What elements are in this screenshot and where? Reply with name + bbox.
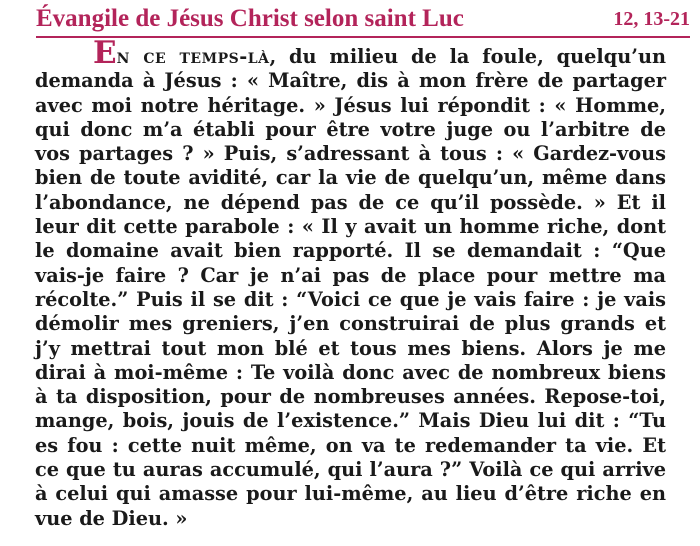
passage-body: , du milieu de la foule, quelqu’un demanda à Jésus : « Maître, dis à mon frère de partager avec moi notre héritage. » Jésus lui répondit : « Homme, qui donc m’a établi pour être votre juge ou l’arbitre de vos partages ? » Puis, s’adressant à tous : « Gardez-vous bien de toute avidité, car la vie de quelqu’un, même dans l’abondance, ne dépend pas de ce qu’il possède. » Et il leur dit cette parabole : « Il y avait un homme riche, dont le domaine avait bien rapporté. Il se demandait : “Que vais-je faire ? Car je n’ai pas de place pour mettre ma récolte.” Puis il se dit : “Voici ce que je vais faire : je vais démolir mes greniers, j’en construirai de plus grands et j’y mettrai tout mon blé et tous mes biens. Alors je me dirai à moi-même : Te voilà donc avec de nombreux biens à ta disposition, pour de nombreuses années. Repose-toi, mange, bois, jouis de l’existence.” Mais Dieu lui dit : “Tu es fou : cette nuit même, on va te redemander ta vie. Et ce que tu auras accumulé, qui l’aura ?” Voilà ce qui arrive à celui qui amasse pour lui-même, au lieu d’être riche en vue de Dieu. » [35,45,666,530]
page-header [36,4,690,34]
drop-cap: E [93,35,117,71]
verse-reference: 12, 13-21 [613,8,690,30]
gospel-title: Évangile de Jésus Christ selon saint Luc [36,5,464,32]
gospel-passage [35,35,666,531]
opening-phrase: n ce temps-là [116,45,270,68]
